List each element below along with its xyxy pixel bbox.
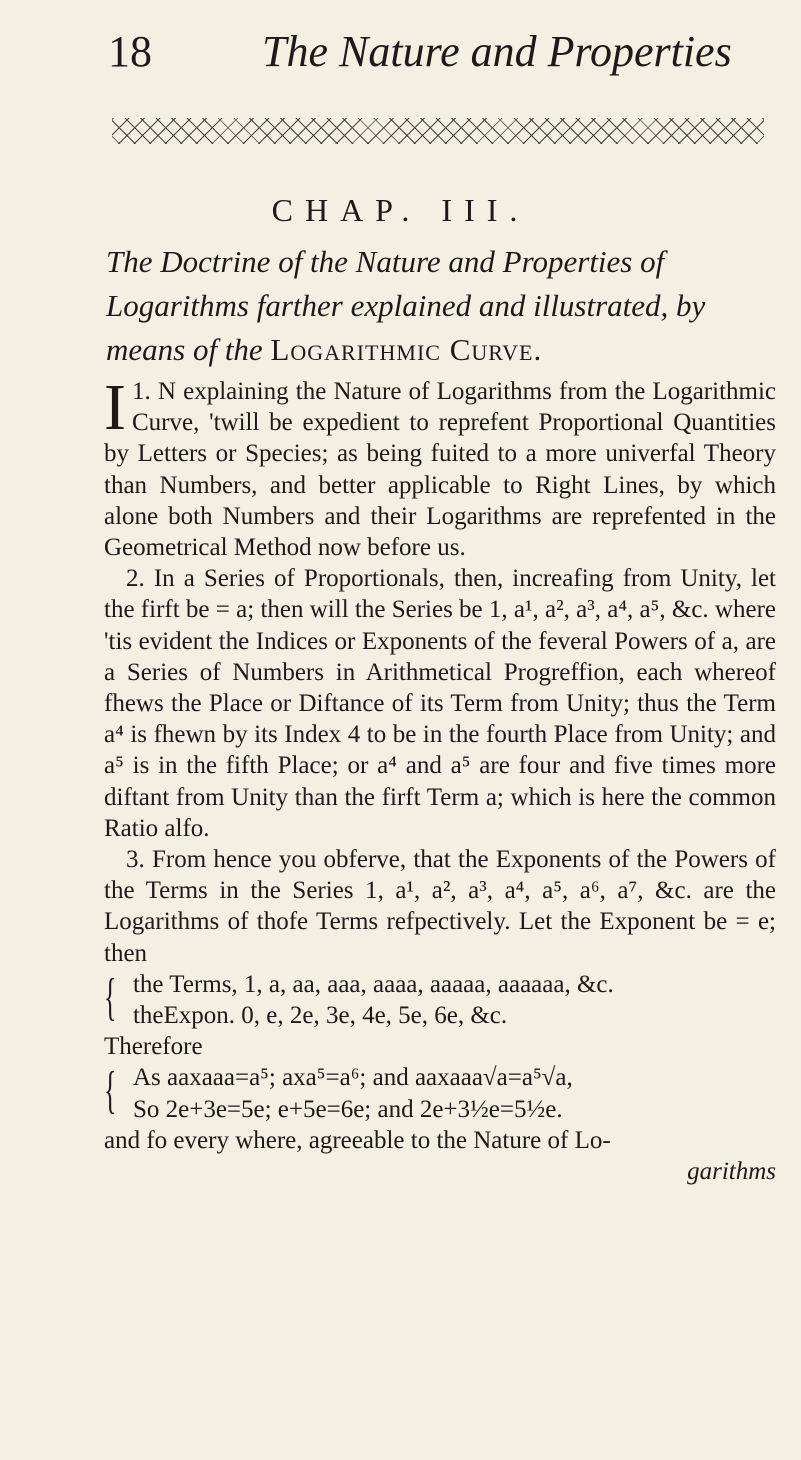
drop-cap: I <box>104 371 126 444</box>
catchword: garithms <box>687 1158 776 1186</box>
subtitle-small-caps: Logarithmic Curve. <box>270 332 543 367</box>
decorative-border-ornament <box>112 118 764 144</box>
running-head: The Nature and Properties <box>262 27 732 76</box>
paragraph-3: 3. From hence you obferve, that the Exponents of the Powers of the Terms in the Series 1, a¹, a², a³, a⁴, a⁵, a⁶, a⁷, &c. are the Logarithms of thofe Terms refpectively. Let the Exponent be = e; then <box>104 846 776 967</box>
terms-line: the Terms, 1, a, aa, aaa, aaaa, aaaaa, aaaaaa, &c. <box>132 970 614 998</box>
chapter-subtitle <box>106 240 766 372</box>
paragraph-1-number: 1. <box>131 378 151 405</box>
therefore-label: Therefore <box>104 1033 203 1061</box>
equation-line-1: As aaxaaa=a⁵; axa⁵=a⁶; and aaxaaa√a=a⁵√a, <box>132 1064 573 1092</box>
left-brace-2: { <box>104 1062 117 1120</box>
final-line: and fo every where, agreeable to the Nature of Lo- <box>104 1126 611 1154</box>
subtitle-italic: The Doctrine of the Nature and Properties of Logarithms farther explained and illustrated, by means of the <box>106 244 706 367</box>
chapter-title: CHAP. III. <box>271 192 530 228</box>
equation-block <box>104 1062 776 1124</box>
paragraph-1 <box>104 371 777 563</box>
equation-line-2: So 2e+3e=5e; e+5e=6e; and 2e+3½e=5½e. <box>132 1095 563 1123</box>
exponents-line: theExpon. 0, e, 2e, 3e, 4e, 5e, 6e, &c. <box>132 1002 508 1030</box>
exponent-table <box>104 969 776 1031</box>
paragraph-1-text: N explaining the Nature of Logarithms from the Logarithmic Curve, 'twill be expedient to reprefent Proportional Quantities by Letters or Species; as being fuited to a more univerfal Theory than Numbers, and better applicable to Right Lines, by which alone both Numbers and their Logarithms are reprefented in the Geometrical Method now before us. <box>104 378 777 562</box>
page-number: 18 <box>108 27 152 76</box>
page-header <box>0 22 801 92</box>
body-text <box>104 371 777 1187</box>
left-brace: { <box>104 968 117 1026</box>
paragraph-2: 2. In a Series of Proportionals, then, increafing from Unity, let the firft be = a; then will the Series be 1, a¹, a², a³, a⁴, a⁵, &c. where 'tis evident the Indices or Exponents of the feveral Powers of a, are a Series of Numbers in Arithmetical Progreffion, each whereof fhews the Place or Diftance of its Term from Unity; thus the Term a⁴ is fhewn by its Index 4 to be in the fourth Place from Unity; and a⁵ is in the fifth Place; or a⁴ and a⁵ are four and five times more diftant from Unity than the firft Term a; which is here the common Ratio alfo. <box>104 565 776 842</box>
